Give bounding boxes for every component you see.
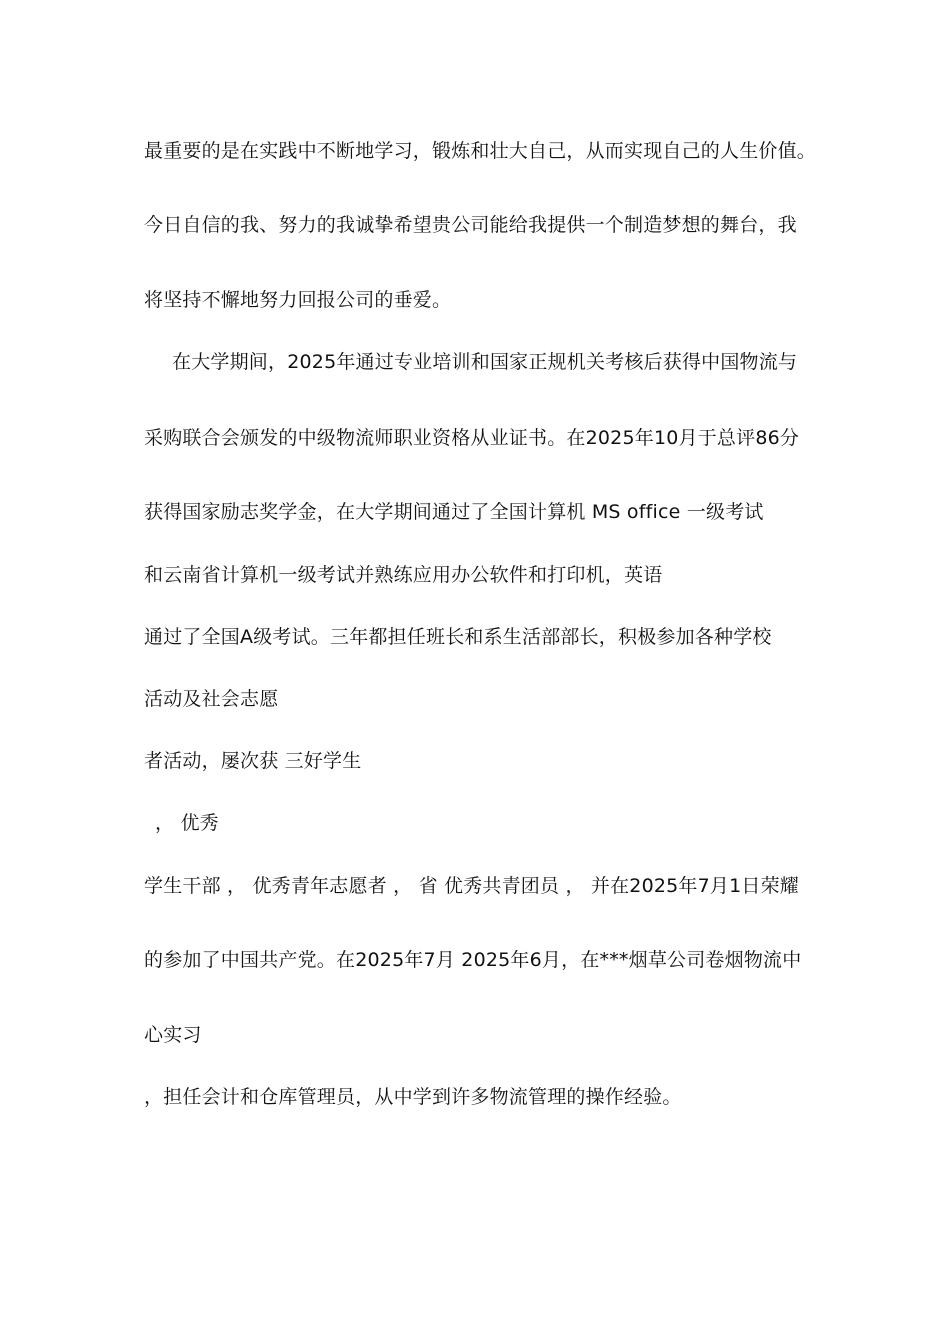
text-line-1: 最重要的是在实践中不断地学习，锻炼和壮大自己，从而实现自己的人生价值。 <box>144 140 817 162</box>
text-line-13: 的参加了中国共产党。在2025年7月 2025年6月，在***烟草公司卷烟物流中 <box>144 949 802 971</box>
text-line-7: 和云南省计算机一级考试并熟练应用办公软件和打印机，英语 <box>144 564 663 586</box>
text-line-10: 者活动，屡次获 三好学生 <box>144 750 362 772</box>
text-line-11: ， 优秀 <box>155 812 219 834</box>
text-line-6: 获得国家励志奖学金，在大学期间通过了全国计算机 MS office 一级考试 <box>144 501 764 523</box>
text-line-12: 学生干部 ， 优秀青年志愿者 ， 省 优秀共青团员 ， 并在2025年7月1日荣耀 <box>144 875 800 897</box>
text-line-3: 将坚持不懈地努力回报公司的垂爱。 <box>144 289 452 311</box>
text-line-2: 今日自信的我、努力的我诚挚希望贵公司能给我提供一个制造梦想的舞台，我 <box>144 214 797 236</box>
text-line-8: 通过了全国A级考试。三年都担任班长和系生活部部长，积极参加各种学校 <box>144 626 772 648</box>
text-line-5: 采购联合会颁发的中级物流师职业资格从业证书。在2025年10月于总评86分 <box>144 427 800 449</box>
text-line-9: 活动及社会志愿 <box>144 688 279 710</box>
text-line-4: 在大学期间，2025年通过专业培训和国家正规机关考核后获得中国物流与 <box>172 351 798 373</box>
text-line-14: 心实习 <box>144 1024 202 1046</box>
text-line-15: ，担任会计和仓库管理员，从中学到许多物流管理的操作经验。 <box>144 1086 682 1108</box>
